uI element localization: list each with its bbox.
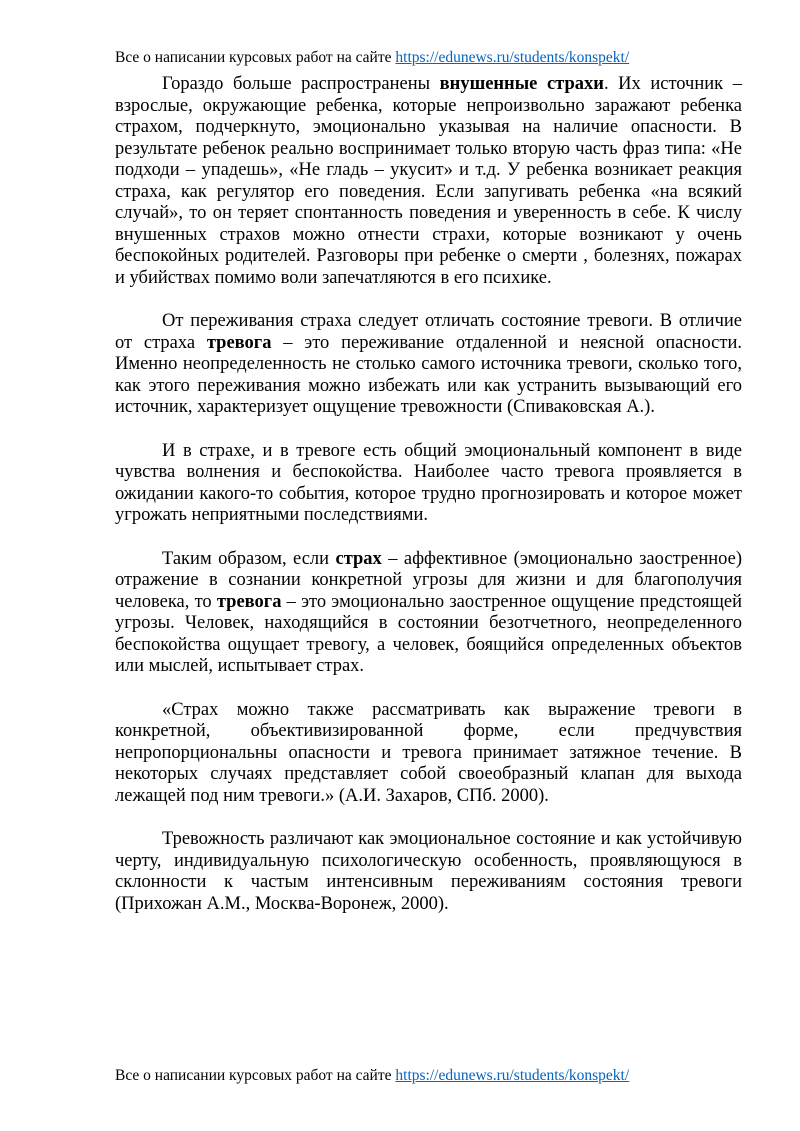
term-fear: страх	[335, 548, 382, 569]
paragraph-2-text-a: От переживания страха следует отличать состояние тревоги. В отличие от страха	[115, 311, 742, 353]
paragraph-3: И в страхе, и в тревоге есть общий эмоциональный компонент в виде чувства волнения и беспокойства. Наиболее часто тревога проявляется в ожидании какого-то события, которое трудно прогнозировать и которое может угрожать неприятными последствиями.	[115, 440, 742, 525]
term-anxiety-2: тревога	[216, 591, 282, 612]
paragraph-1	[115, 74, 742, 289]
paragraph-4-text-a: Таким образом, если	[162, 548, 336, 569]
page-header	[115, 48, 629, 68]
term-anxiety: тревога	[206, 332, 272, 353]
term-suggested-fears: внушенные страхи	[439, 74, 604, 94]
header-link[interactable]: https://edunews.ru/students/konspekt/	[395, 49, 630, 66]
paragraph-4-text-b: – аффективное (эмоционально заостренное) отражение в сознании конкретной угрозы для жизни и для благополучия человека, то	[115, 548, 742, 612]
header-text: Все о написании курсовых работ на сайте	[115, 49, 396, 66]
paragraph-2	[115, 311, 742, 419]
paragraph-4	[115, 549, 742, 678]
document-body	[115, 74, 742, 937]
paragraph-6: Тревожность различают как эмоциональное состояние и как устойчивую черту, индивидуальную психологическую особенность, проявляющуюся в склонности к частым интенсивным переживаниям состояния тревоги (Прихожан А.М., Москва-Воронеж, 2000).	[115, 829, 742, 914]
paragraph-2-text-b: – это переживание отдаленной и неясной опасности. Именно неопределенность не столько самого источника тревоги, сколько того, как этого переживания можно избежать или как устранить вызывающий его источник, характеризует ощущение тревожности (Спиваковская А.).	[115, 332, 742, 417]
paragraph-4-text-c: – это эмоционально заостренное ощущение предстоящей угрозы. Человек, находящийся в состоянии безотчетного, неопределенного беспокойства ощущает тревогу, а человек, боящийся определенных объектов или мыслей, испытывает страх.	[115, 591, 742, 676]
footer-text: Все о написании курсовых работ на сайте	[115, 1067, 396, 1084]
footer-link[interactable]: https://edunews.ru/students/konspekt/	[395, 1067, 630, 1084]
page-footer	[115, 1066, 629, 1086]
paragraph-5-quote: «Страх можно также рассматривать как выражение тревоги в конкретной, объективизированной форме, если предчувствия непропорциональны опасности и тревога принимает затяжное течение. В некоторых случаях представляет собой своеобразный клапан для выхода лежащей под ним тревоги.» (А.И. Захаров, СПб. 2000).	[115, 699, 742, 806]
paragraph-1-text-b: . Их источник – взрослые, окружающие ребенка, которые непроизвольно заражают ребенка страхом, подчеркнуто, эмоционально указывая на наличие опасности. В результате ребенок реально воспринимает только вторую часть фраз типа: «Не подходи – упадешь», «Не гладь – укусит» и т.д. У ребенка возникает реакция страха, как регулятор его поведения. Если запугивать ребенка «на всякий случай», то он теряет спонтанность поведения и уверенность в себе. К числу внушенных страхов можно отнести страхи, которые возникают у очень беспокойных родителей. Разговоры при ребенке о смерти , болезнях, пожарах и убийствах помимо воли запечатляются в его психике.	[115, 74, 742, 288]
paragraph-1-text-a: Гораздо больше распространены	[162, 74, 440, 94]
